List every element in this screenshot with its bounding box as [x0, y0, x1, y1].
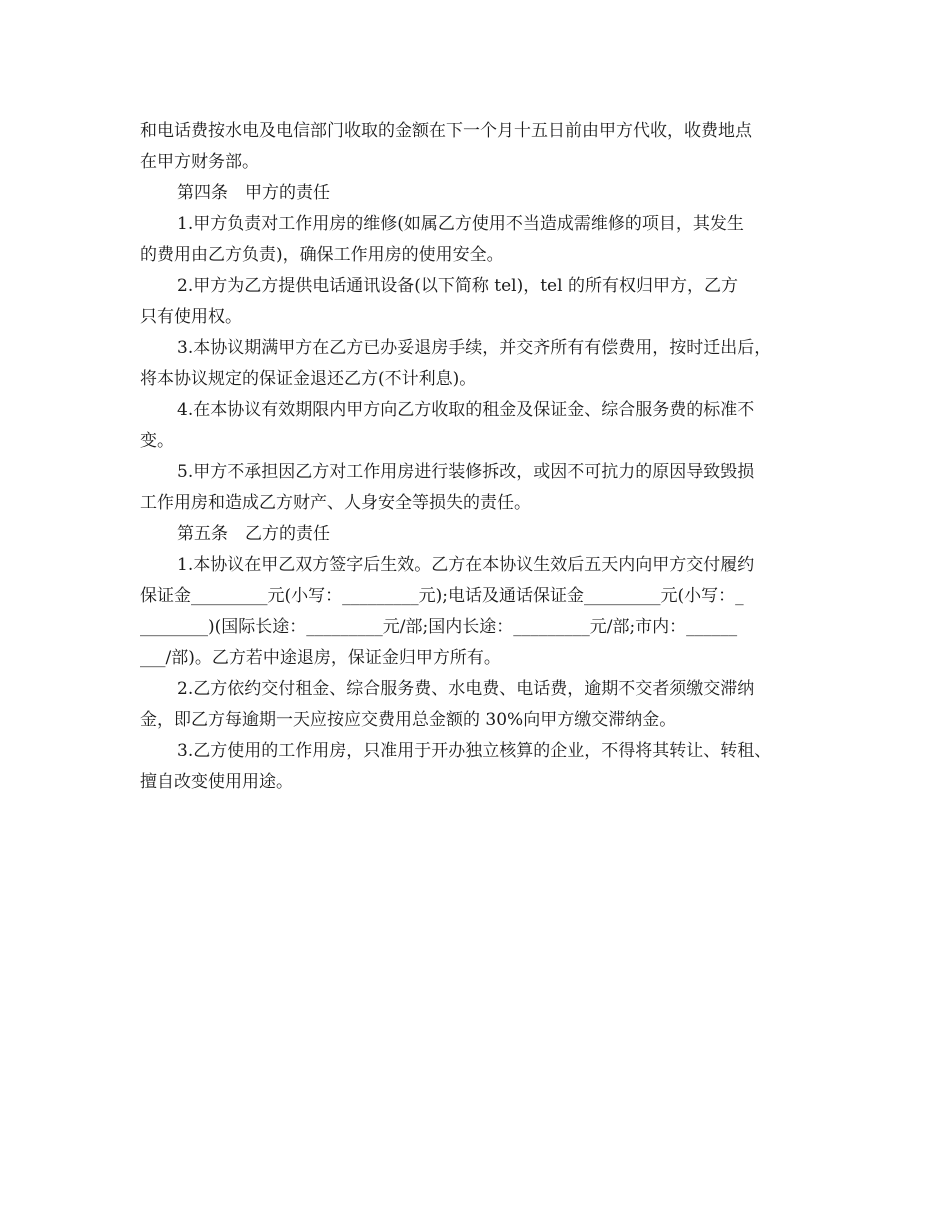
text-line: ________)(国际长途：_________元/部;国内长途：_________元/部;市内：______ [140, 617, 738, 637]
text-line: 保证金_________元(小写：_________元);电话及通话保证金_________元(小写：_ [140, 586, 744, 606]
contract-text-block [140, 116, 830, 798]
text-line: ___/部)。乙方若中途退房，保证金归甲方所有。 [140, 648, 501, 668]
text-line: 在甲方财务部。 [140, 152, 259, 172]
text-line: 金，即乙方每逾期一天应按应交费用总金额的 30%向甲方缴交滞纳金。 [140, 710, 677, 730]
text-line: 1.本协议在甲乙双方签字后生效。乙方在本协议生效后五天内向甲方交付履约 [177, 555, 755, 575]
text-line: 只有使用权。 [140, 307, 242, 327]
text-line: 工作用房和造成乙方财产、人身安全等损失的责任。 [140, 493, 531, 513]
section-heading: 第五条 乙方的责任 [177, 524, 330, 544]
text-line: 2.乙方依约交付租金、综合服务费、水电费、电话费，逾期不交者须缴交滞纳 [177, 679, 755, 699]
text-line: 1.甲方负责对工作用房的维修(如属乙方使用不当造成需维修的项目，其发生 [177, 214, 744, 234]
text-line: 将本协议规定的保证金退还乙方(不计利息)。 [140, 369, 477, 389]
text-line: 2.甲方为乙方提供电话通讯设备(以下简称 tel)，tel 的所有权归甲方，乙方 [177, 276, 738, 296]
text-line: 的费用由乙方负责)，确保工作用房的使用安全。 [140, 245, 504, 265]
text-line: 和电话费按水电及电信部门收取的金额在下一个月十五日前由甲方代收，收费地点 [140, 121, 752, 141]
text-line: 5.甲方不承担因乙方对工作用房进行装修拆改，或因不可抗力的原因导致毁损 [177, 462, 755, 482]
text-line: 3.乙方使用的工作用房，只准用于开办独立核算的企业，不得将其转让、转租、 [177, 741, 772, 761]
text-line: 4.在本协议有效期限内甲方向乙方收取的租金及保证金、综合服务费的标准不 [177, 400, 755, 420]
text-line: 3.本协议期满甲方在乙方已办妥退房手续，并交齐所有有偿费用，按时迁出后， [177, 338, 772, 358]
section-heading: 第四条 甲方的责任 [177, 183, 330, 203]
text-line: 擅自改变使用用途。 [140, 772, 293, 792]
text-line: 变。 [140, 431, 174, 451]
